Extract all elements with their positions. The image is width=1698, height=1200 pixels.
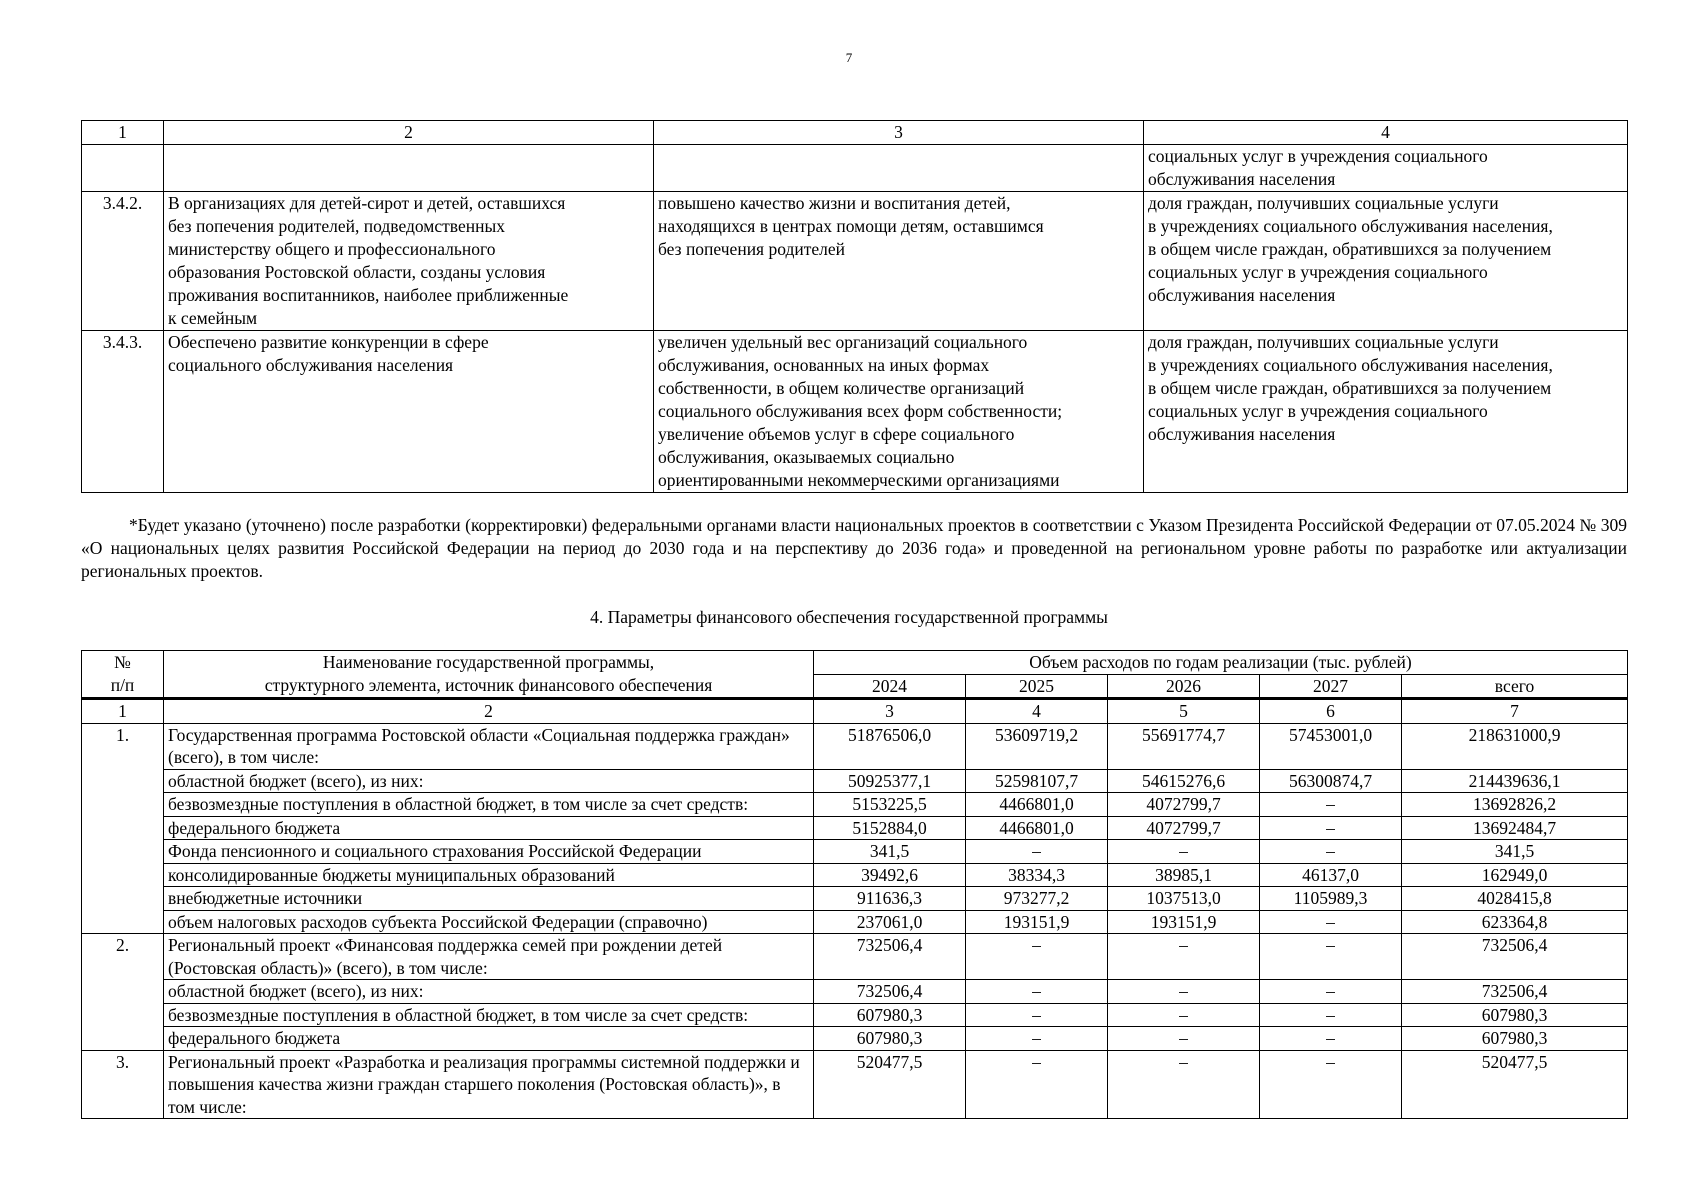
table-row bbox=[82, 1027, 1628, 1051]
value-2027: – bbox=[1260, 1050, 1402, 1119]
column-number: 1 bbox=[82, 699, 164, 724]
row-number: 2. bbox=[82, 934, 164, 1051]
value-total: 607980,3 bbox=[1402, 1003, 1628, 1027]
value-2027: 57453001,0 bbox=[1260, 723, 1402, 769]
header-name: Наименование государственной программы, структурного элемента, источник финансового обеспечения bbox=[164, 651, 814, 699]
value-2027: 56300874,7 bbox=[1260, 769, 1402, 793]
section-title: 4. Параметры финансового обеспечения государственной программы bbox=[590, 607, 1108, 627]
value-total: 214439636,1 bbox=[1402, 769, 1628, 793]
table-row bbox=[82, 934, 1628, 980]
measure-cell: Обеспечено развитие конкуренции в сфере социального обслуживания населения bbox=[164, 331, 654, 493]
page-number: 7 bbox=[845, 50, 853, 65]
header-year: 2026 bbox=[1108, 674, 1260, 699]
value-2025: 193151,9 bbox=[966, 910, 1108, 934]
source-name-cell: Региональный проект «Разработка и реализация программы системной поддержки и повышения качества жизни граждан старшего поколения (Ростовская область)», в том числе: bbox=[164, 1050, 814, 1119]
table-row bbox=[82, 192, 1628, 331]
value-2025: – bbox=[966, 1003, 1108, 1027]
source-name-cell: объем налоговых расходов субъекта Российской Федерации (справочно) bbox=[164, 910, 814, 934]
value-2025: – bbox=[966, 1027, 1108, 1051]
column-number: 2 bbox=[164, 121, 654, 145]
column-number: 3 bbox=[814, 699, 966, 724]
table-row bbox=[82, 863, 1628, 887]
table-row bbox=[82, 1003, 1628, 1027]
row-number: 3.4.2. bbox=[82, 192, 164, 331]
column-number: 4 bbox=[966, 699, 1108, 724]
value-2025: – bbox=[966, 934, 1108, 980]
indicator-cell: доля граждан, получивших социальные услуги в учреждениях социального обслуживания населения, в общем числе граждан, обратившихся за получением социальных услуг в учреждения социального обслуживания населения bbox=[1144, 331, 1628, 493]
value-total: 13692826,2 bbox=[1402, 793, 1628, 817]
value-2025: 53609719,2 bbox=[966, 723, 1108, 769]
value-2027: – bbox=[1260, 934, 1402, 980]
value-2026: – bbox=[1108, 934, 1260, 980]
source-name-cell: областной бюджет (всего), из них: bbox=[164, 980, 814, 1004]
table-row bbox=[82, 723, 1628, 769]
value-2026: 4072799,7 bbox=[1108, 816, 1260, 840]
header-row bbox=[82, 651, 1628, 675]
column-number: 3 bbox=[654, 121, 1144, 145]
value-2024: 39492,6 bbox=[814, 863, 966, 887]
measure-cell bbox=[164, 145, 654, 192]
header-expenses: Объем расходов по годам реализации (тыс. рублей) bbox=[814, 651, 1628, 675]
value-2025: 4466801,0 bbox=[966, 793, 1108, 817]
value-2025: – bbox=[966, 840, 1108, 864]
value-2027: 46137,0 bbox=[1260, 863, 1402, 887]
value-2027: – bbox=[1260, 793, 1402, 817]
value-total: 623364,8 bbox=[1402, 910, 1628, 934]
value-2024: 732506,4 bbox=[814, 934, 966, 980]
value-2024: 911636,3 bbox=[814, 887, 966, 911]
value-total: 732506,4 bbox=[1402, 980, 1628, 1004]
table-row bbox=[82, 1050, 1628, 1119]
value-2025: 38334,3 bbox=[966, 863, 1108, 887]
source-name-cell: безвозмездные поступления в областной бюджет, в том числе за счет средств: bbox=[164, 1003, 814, 1027]
value-2026: – bbox=[1108, 840, 1260, 864]
financing-table bbox=[81, 650, 1628, 1119]
value-2027: – bbox=[1260, 1003, 1402, 1027]
value-2025: – bbox=[966, 980, 1108, 1004]
row-number bbox=[82, 145, 164, 192]
value-2026: – bbox=[1108, 1027, 1260, 1051]
indicator-cell: доля граждан, получивших социальные услуги в учреждениях социального обслуживания населения, в общем числе граждан, обратившихся за получением социальных услуг в учреждения социального обслуживания населения bbox=[1144, 192, 1628, 331]
column-number: 7 bbox=[1402, 699, 1628, 724]
result-cell bbox=[654, 145, 1144, 192]
value-2024: 341,5 bbox=[814, 840, 966, 864]
value-total: 341,5 bbox=[1402, 840, 1628, 864]
measures-table bbox=[81, 120, 1628, 493]
header-total: всего bbox=[1402, 674, 1628, 699]
value-total: 13692484,7 bbox=[1402, 816, 1628, 840]
value-2027: – bbox=[1260, 1027, 1402, 1051]
header-year: 2025 bbox=[966, 674, 1108, 699]
value-2026: 1037513,0 bbox=[1108, 887, 1260, 911]
table-row bbox=[82, 887, 1628, 911]
source-name-cell: Региональный проект «Финансовая поддержка семей при рождении детей (Ростовская область)» (всего), в том числе: bbox=[164, 934, 814, 980]
source-name-cell: Фонда пенсионного и социального страхования Российской Федерации bbox=[164, 840, 814, 864]
value-2025: – bbox=[966, 1050, 1108, 1119]
value-2026: 4072799,7 bbox=[1108, 793, 1260, 817]
table-row bbox=[82, 331, 1628, 493]
value-2024: 520477,5 bbox=[814, 1050, 966, 1119]
value-2025: 52598107,7 bbox=[966, 769, 1108, 793]
table-row bbox=[82, 145, 1628, 192]
value-2025: 4466801,0 bbox=[966, 816, 1108, 840]
value-total: 607980,3 bbox=[1402, 1027, 1628, 1051]
value-2026: – bbox=[1108, 1050, 1260, 1119]
value-total: 732506,4 bbox=[1402, 934, 1628, 980]
value-2024: 237061,0 bbox=[814, 910, 966, 934]
value-total: 520477,5 bbox=[1402, 1050, 1628, 1119]
value-2024: 5153225,5 bbox=[814, 793, 966, 817]
source-name-cell: внебюджетные источники bbox=[164, 887, 814, 911]
indicator-cell: социальных услуг в учреждения социального обслуживания населения bbox=[1144, 145, 1628, 192]
value-2025: 973277,2 bbox=[966, 887, 1108, 911]
column-number: 2 bbox=[164, 699, 814, 724]
value-2024: 50925377,1 bbox=[814, 769, 966, 793]
value-2024: 607980,3 bbox=[814, 1027, 966, 1051]
value-2026: 193151,9 bbox=[1108, 910, 1260, 934]
value-2027: – bbox=[1260, 816, 1402, 840]
table-row bbox=[82, 980, 1628, 1004]
value-total: 4028415,8 bbox=[1402, 887, 1628, 911]
value-2024: 607980,3 bbox=[814, 1003, 966, 1027]
row-number: 3.4.3. bbox=[82, 331, 164, 493]
value-2026: 54615276,6 bbox=[1108, 769, 1260, 793]
value-2026: 38985,1 bbox=[1108, 863, 1260, 887]
source-name-cell: федерального бюджета bbox=[164, 1027, 814, 1051]
footnote: *Будет указано (уточнено) после разработки (корректировки) федеральными органами власти национальных проектов в соответствии с Указом Президента Российской Федерации от 07.05.2024 № 309 «О национальных целях развития Российской Федерации на период до 2030 года и на перспективу до 2036 года» и проведенной на региональном уровне работы по разработке или актуализации региональных проектов. bbox=[81, 515, 1627, 581]
column-number: 6 bbox=[1260, 699, 1402, 724]
value-total: 218631000,9 bbox=[1402, 723, 1628, 769]
header-year: 2024 bbox=[814, 674, 966, 699]
table-row bbox=[82, 793, 1628, 817]
table-row bbox=[82, 910, 1628, 934]
value-total: 162949,0 bbox=[1402, 863, 1628, 887]
header-num: № п/п bbox=[82, 651, 164, 699]
result-cell: увеличен удельный вес организаций социального обслуживания, основанных на иных формах собственности, в общем количестве организаций социального обслуживания всех форм собственности; увеличение объемов услуг в сфере социального обслуживания, оказываемых социально ориентированными некоммерческими организациями bbox=[654, 331, 1144, 493]
source-name-cell: федерального бюджета bbox=[164, 816, 814, 840]
value-2027: – bbox=[1260, 840, 1402, 864]
value-2026: – bbox=[1108, 980, 1260, 1004]
value-2024: 51876506,0 bbox=[814, 723, 966, 769]
financing-table-body bbox=[82, 723, 1628, 1119]
column-number: 4 bbox=[1144, 121, 1628, 145]
value-2027: 1105989,3 bbox=[1260, 887, 1402, 911]
column-numbers-row bbox=[82, 121, 1628, 145]
value-2024: 732506,4 bbox=[814, 980, 966, 1004]
measure-cell: В организациях для детей-сирот и детей, оставшихся без попечения родителей, подведомственных министерству общего и профессионального образования Ростовской области, созданы условия проживания воспитанников, наиболее приближенные к семейным bbox=[164, 192, 654, 331]
header-year: 2027 bbox=[1260, 674, 1402, 699]
source-name-cell: безвозмездные поступления в областной бюджет, в том числе за счет средств: bbox=[164, 793, 814, 817]
table-row bbox=[82, 840, 1628, 864]
column-numbers-row bbox=[82, 699, 1628, 724]
value-2027: – bbox=[1260, 910, 1402, 934]
value-2027: – bbox=[1260, 980, 1402, 1004]
result-cell: повышено качество жизни и воспитания детей, находящихся в центрах помощи детям, оставшимся без попечения родителей bbox=[654, 192, 1144, 331]
column-number: 1 bbox=[82, 121, 164, 145]
table-row bbox=[82, 769, 1628, 793]
row-number: 3. bbox=[82, 1050, 164, 1119]
value-2026: – bbox=[1108, 1003, 1260, 1027]
source-name-cell: консолидированные бюджеты муниципальных образований bbox=[164, 863, 814, 887]
source-name-cell: областной бюджет (всего), из них: bbox=[164, 769, 814, 793]
table-row bbox=[82, 816, 1628, 840]
source-name-cell: Государственная программа Ростовской области «Социальная поддержка граждан» (всего), в том числе: bbox=[164, 723, 814, 769]
value-2026: 55691774,7 bbox=[1108, 723, 1260, 769]
column-number: 5 bbox=[1108, 699, 1260, 724]
value-2024: 5152884,0 bbox=[814, 816, 966, 840]
row-number: 1. bbox=[82, 723, 164, 934]
